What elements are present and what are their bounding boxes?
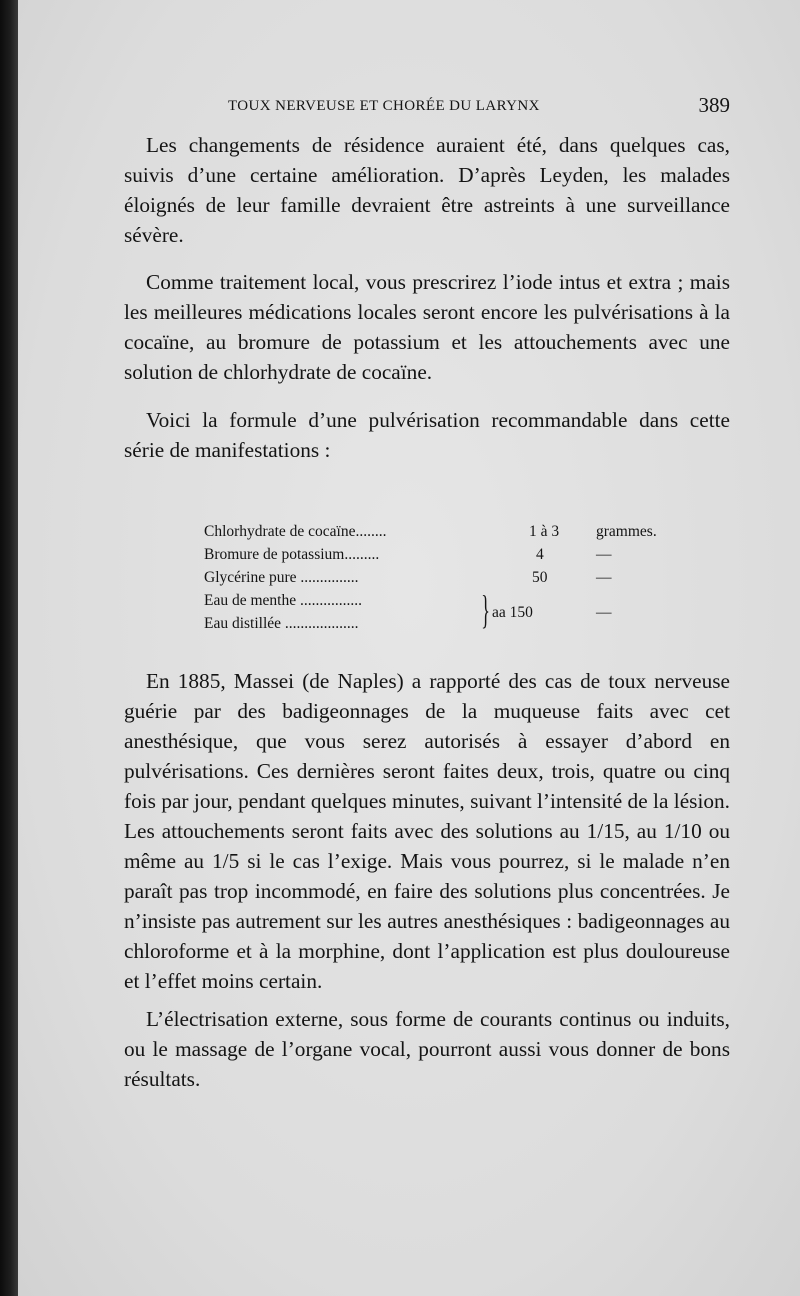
combined-quantity: aa 150 — [492, 604, 533, 621]
page-header — [124, 88, 730, 122]
ingredient-unit: — — [596, 546, 612, 563]
formula-row — [204, 566, 634, 589]
ingredient-quantity: 4 — [536, 546, 544, 563]
ingredient-quantity: 1 à 3 — [529, 523, 560, 540]
ingredient-name: Chlorhydrate de cocaïne........ — [204, 523, 387, 540]
paragraph: Voici la formule d’une pulvérisation recommandable dans cette série de manifestations : — [124, 408, 730, 462]
paragraph: L’électrisation externe, sous forme de courants continus ou induits, ou le massage de l’organe vocal, pourront aussi vous donner de bons résultats. — [124, 1007, 730, 1091]
text-block — [124, 88, 730, 1094]
grouping-brace: } — [481, 587, 490, 632]
formula-row — [204, 520, 657, 543]
ingredient-unit: grammes. — [596, 523, 657, 540]
paragraph: Comme traitement local, vous prescrirez l’iode intus et extra ; mais les meilleures médications locales seront encore les pulvérisations à la cocaïne, au bromure de potassium et les attouchements avec une solution de chlorhydrate de cocaïne. — [124, 270, 730, 384]
ingredient-name: Eau distillée ................... — [204, 615, 359, 632]
page-number: 389 — [698, 93, 730, 117]
paragraph: Les changements de résidence auraient été, dans quelques cas, suivis d’une certaine amélioration. D’après Leyden, les malades éloignés de leur famille devraient être astreints à une surveillance sévère. — [124, 133, 730, 247]
ingredient-quantity: 50 — [532, 569, 548, 586]
paragraph: En 1885, Massei (de Naples) a rapporté des cas de toux nerveuse guérie par des badigeonnages de la muqueuse faits avec cet anesthésique, que vous serez autorisés à essayer d’abord en pulvérisations. Ces dernières seront faites deux, trois, quatre ou cinq fois par jour, pendant quelques minutes, suivant l’intensité de la lésion. Les attouchements seront faits avec des solutions au 1/15, au 1/10 ou même au 1/5 si le cas l’exige. Mais vous pourrez, si le malade n’en paraît pas trop incommodé, en faire des solutions plus concentrées. Je n’insiste pas autrement sur les autres anesthésiques : badigeonnages au chloroforme et à la morphine, dont l’application est plus douloureuse et l’effet moins certain. — [124, 669, 730, 993]
formula-row — [204, 589, 634, 612]
formula-row — [204, 543, 634, 566]
formula-row — [204, 612, 634, 635]
ingredient-unit: — — [596, 569, 612, 586]
prescription-formula — [204, 520, 730, 638]
ingredient-name: Bromure de potassium......... — [204, 546, 380, 563]
running-title: TOUX NERVEUSE ET CHORÉE DU LARYNX — [228, 98, 540, 114]
ingredient-name: Glycérine pure ............... — [204, 569, 359, 586]
ingredient-name: Eau de menthe ................ — [204, 592, 362, 609]
book-gutter-edge — [0, 0, 18, 1296]
combined-unit: — — [596, 604, 612, 621]
